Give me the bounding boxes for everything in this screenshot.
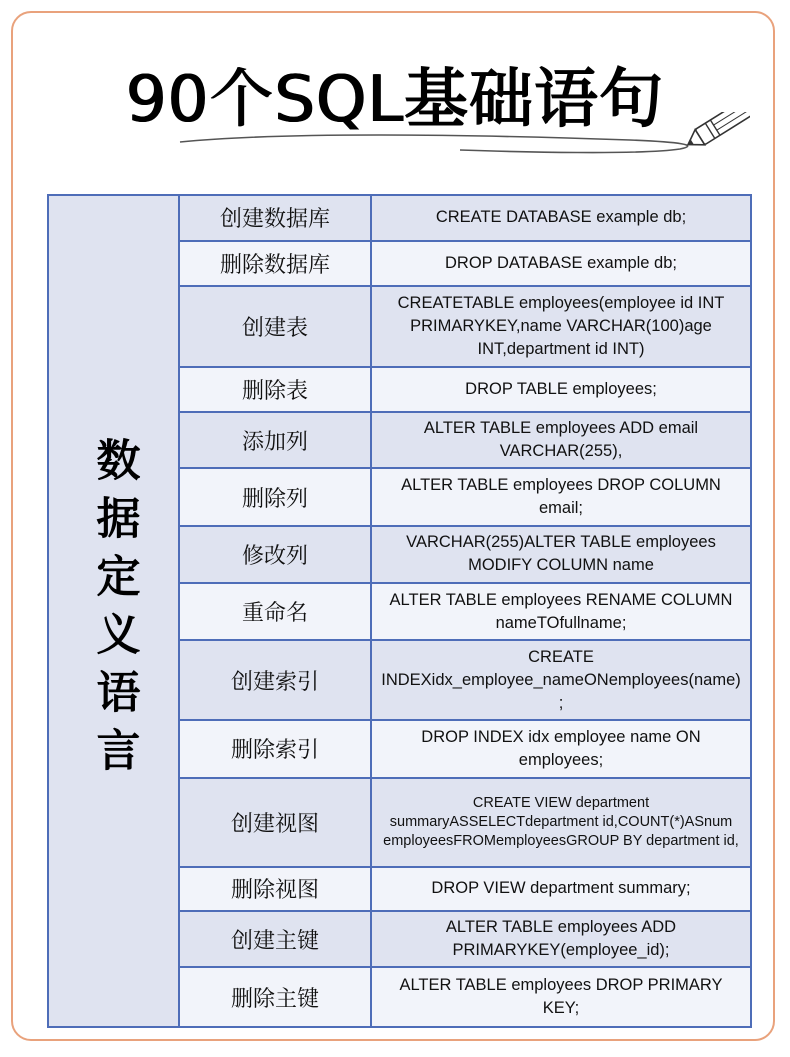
row-name: 删除主键 [180, 968, 372, 1026]
row-name: 添加列 [180, 413, 372, 468]
table-row [180, 868, 750, 912]
row-statement: CREATE INDEXidx_employee_nameONemployees(name); [372, 641, 750, 719]
row-statement: VARCHAR(255)ALTER TABLE employees MODIFY COLUMN name [372, 527, 750, 582]
row-statement: CREATE VIEW department summaryASSELECTdepartment id,COUNT(*)ASnum employeesFROMemployeesGROUP BY department id, [372, 779, 750, 866]
row-statement: CREATE DATABASE example db; [372, 196, 750, 240]
row-name: 删除列 [180, 469, 372, 525]
table-row [180, 196, 750, 242]
row-name: 删除表 [180, 368, 372, 411]
row-name: 创建数据库 [180, 196, 372, 240]
title-latin: 90个SQL [125, 63, 405, 137]
row-statement: ALTER TABLE employees ADD email VARCHAR(255), [372, 413, 750, 468]
sql-table [47, 194, 752, 1028]
title-cjk: 基础语句 [404, 63, 665, 137]
table-row [180, 721, 750, 779]
row-name: 创建索引 [180, 641, 372, 719]
row-statement: DROP TABLE employees; [372, 368, 750, 411]
table-row [180, 912, 750, 969]
row-name: 创建视图 [180, 779, 372, 866]
row-statement: ALTER TABLE employees RENAME COLUMN nameTOfullname; [372, 584, 750, 640]
category-label: 数据定义语言 [88, 437, 140, 785]
table-row [180, 641, 750, 721]
table-row [180, 242, 750, 288]
row-statement: DROP DATABASE example db; [372, 242, 750, 286]
row-name: 重命名 [180, 584, 372, 640]
table-row [180, 368, 750, 413]
category-cell [49, 196, 180, 1026]
table-row [180, 968, 750, 1026]
row-name: 修改列 [180, 527, 372, 582]
table-row [180, 287, 750, 368]
table-row [180, 413, 750, 470]
table-row [180, 469, 750, 527]
row-name: 删除数据库 [180, 242, 372, 286]
row-name: 删除视图 [180, 868, 372, 910]
row-name: 创建表 [180, 287, 372, 366]
table-row [180, 584, 750, 642]
table-rows [180, 196, 750, 1026]
row-statement: DROP INDEX idx employee name ON employees; [372, 721, 750, 777]
row-statement: ALTER TABLE employees DROP PRIMARY KEY; [372, 968, 750, 1026]
row-name: 删除索引 [180, 721, 372, 777]
row-statement: DROP VIEW department summary; [372, 868, 750, 910]
table-row [180, 527, 750, 584]
row-name: 创建主键 [180, 912, 372, 967]
row-statement: CREATETABLE employees(employee id INT PRIMARYKEY,name VARCHAR(100)age INT,department id INT) [372, 287, 750, 366]
row-statement: ALTER TABLE employees DROP COLUMN email; [372, 469, 750, 525]
row-statement: ALTER TABLE employees ADD PRIMARYKEY(employee_id); [372, 912, 750, 967]
table-row [180, 779, 750, 868]
pencil-icon [160, 112, 750, 162]
